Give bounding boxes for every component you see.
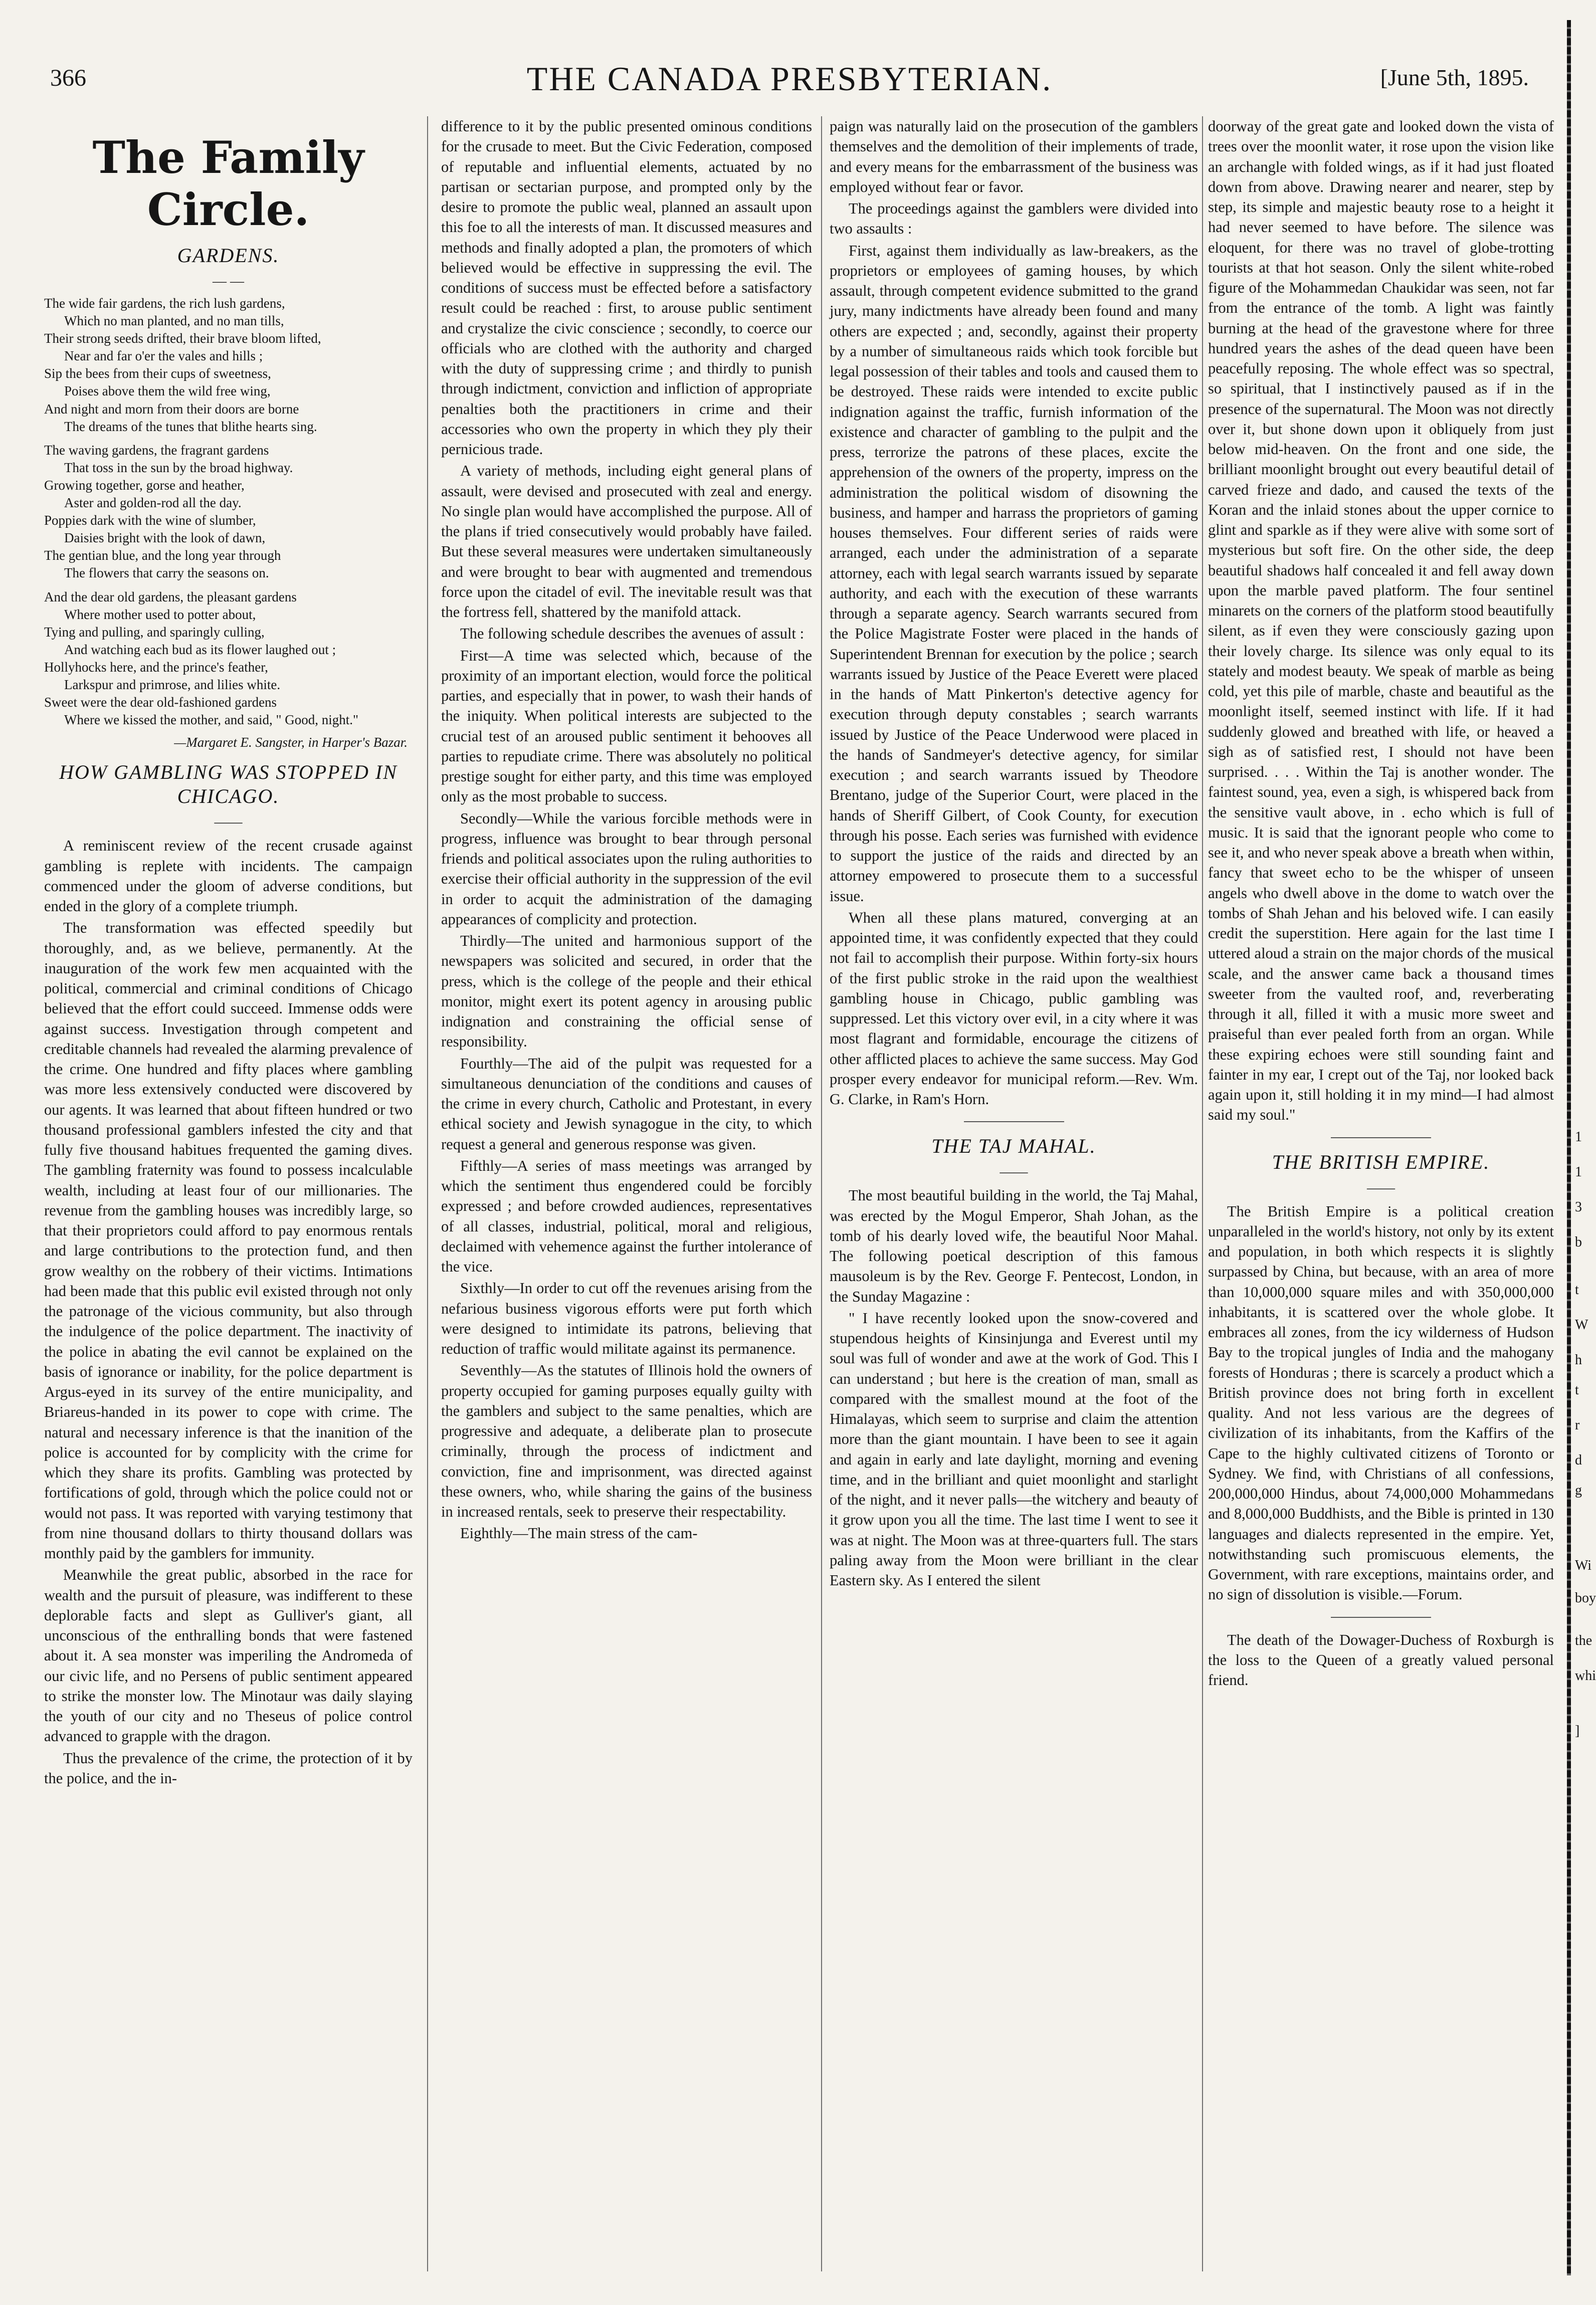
paragraph: The most beautiful building in the world, the Taj Mahal, was erected by the Mogul Emperor, Shah Johan, as the tomb of his dearly loved wife, the beautiful Noor Mahal. The following poetical description of this famous mausoleum is by the Rev. George F. Pentecost, London, in the Sunday Magazine : [830, 1187, 1198, 1305]
edge-fragment: Wi [1575, 1558, 1592, 1573]
paragraph: The transformation was effected speedily but thoroughly, and, as we believe, permanently. At the inauguration of the work few men acquainted with the political, commercial and criminal conditions of Chicago believed that the effort could succeed. Immense odds were against success. Investigation through competent and creditable channels had revealed the alarming prevalence of the crime. One hundred and fifty places where gambling was more less extensively conducted were discovered by our agents. It was learned that about fifteen hundred or two thousand professional gamblers infested the city and that fully five thousand habitues frequented the gaming dives. The gambling fraternity was found to possess incalculable wealth, including at least four of our millionaries. The revenue from the gambling houses was incredibly large, so that their proprietors could afford to pay enormous rentals and large contributions to the protection fund, and then grow wealthy on the robbery of their victims. Intimations had been made that this public evil existed through not only the patronage of the vicious community, but also through the indulgence of the police department. The inactivity of the police in abating the evil cannot be explained on the basis of ignorance or inability, for the police department is Argus-eyed in its survey of the entire municipality, and Briareus-handed in its power to cope with crime. The natural and necessary inference is that the inanition of the police is accounted for by complicity with the crime for which they share its profits. Gambling was protected by fortifications of gold, through which the police could not or would not pass. It was reported with varying testimony that from nine thousand dollars to thirty thousand dollars was monthly paid by the gamblers for immunity. [44, 919, 413, 1562]
divider: — — [213, 274, 244, 289]
column-1 [44, 116, 413, 2286]
article-title: THE TAJ MAHAL. [931, 1135, 1096, 1158]
edge-fragment: boy [1575, 1590, 1596, 1606]
divider: —— [214, 814, 243, 830]
paragraph: Fifthly—A series of mass meetings was arranged by which the sentiment thus engendered could be forcibly expressed ; and before crowded audiences, representatives of all classes, industrial, political, moral and religious, declaimed with vehemence against the further intolerance of the vice. [441, 1157, 812, 1275]
poem-line: Growing together, gorse and heather, [44, 477, 245, 493]
paragraph: Fourthly—The aid of the pulpit was requested for a simultaneous denunciation of the conditions and causes of the crime in every church, Catholic and Protestant, in every ethical society and Jewish synagogue in the city, to which request a general and generous response was given. [441, 1055, 812, 1153]
edge-fragment: r [1575, 1417, 1580, 1433]
poem-line: Hollyhocks here, and the prince's feather, [44, 659, 268, 675]
paragraph: difference to it by the public presented ominous conditions for the crusade to meet. But the Civic Federation, composed of reputable and influential elements, actuated by no partisan or sectarian purpose, and prompted only by the desire to promote the public weal, planned an assault upon this foe to all the interests of man. It discussed measures and methods and finally adopted a plan, the promoters of which believed would be effective in suppressing the evil. The conditions of success must be effected before a satisfactory result could be reached : first, to arouse public sentiment and crystalize the civic conscience ; secondly, to coerce our officials who are clothed with the authority and charged with the duty of suppressing crime ; and thirdly to punish through indictment, conviction and infliction of appropriate penalties both the practitioners in crime and their accessories who own the property in which they ply their pernicious trade. [441, 118, 812, 458]
poem-stanza [44, 588, 413, 729]
edge-fragment: the [1575, 1633, 1592, 1648]
adjacent-page-edge [1564, 0, 1596, 2305]
department-heading: The Family Circle. [92, 131, 364, 236]
edge-fragment: 3 [1575, 1199, 1582, 1215]
column-rule [427, 116, 428, 2271]
paragraph: Thus the prevalence of the crime, the protection of it by the police, and the in- [44, 1749, 413, 1787]
paragraph: A variety of methods, including eight general plans of assault, were devised and prosecuted with zeal and energy. No single plan would have accomplished the purpose. All of the plans if tried consecutively would probably have failed. But these several measures were undertaken simultaneously and were brought to bear with augmented and tremendous force upon the citadel of evil. The inevitable result was that the fortress fell, shattered by the manifold attack. [441, 462, 812, 620]
paragraph: A reminiscent review of the recent crusade against gambling is replete with incidents. The campaign commenced under the gloom of adverse conditions, but ended in the glory of a complete triumph. [44, 837, 413, 915]
poem-line: Where mother used to potter about, [64, 606, 256, 622]
paragraph: The British Empire is a political creation unparalleled in the world's history, not only by its extent and population, in both which respects it is slightly surpassed by China, but because, with an area of more than 10,000,000 square miles and with 350,000,000 inhabitants, it is scattered over the whole globe. It embraces all zones, from the icy wilderness of Hudson Bay to the tropical jungles of India and the mahogany forests of Honduras ; there is scarcely a product which a British province does not bring forth in excellent quality. And not less various are the degrees of civilization of its inhabitants, from the Kaffirs of the Cape to the highly cultivated citizens of Toronto or Sydney. We find, with Christians of all confessions, 200,000,000 Hindus, about 74,000,000 Mohammedans and 8,000,000 Buddhists, and the Bible is printed in 130 languages and dialects represented in the empire. Yet, notwithstanding such promiscuous elements, the Government, with rare exceptions, maintains order, and no sign of dissolution is visible.—Forum. [1208, 1202, 1554, 1603]
closing-note: The death of the Dowager-Duchess of Roxburgh is the loss to the Queen of a greatly valued personal friend. [1208, 1631, 1554, 1689]
poem-line: Sweet were the dear old-fashioned gardens [44, 695, 277, 710]
paragraph: Seventhly—As the statutes of Illinois hold the owners of property occupied for gaming purposes equally guilty with the gamblers and subject to the same penalties, which are progressive and adequate, a deliberate plan to prosecute criminally, through the process of indictment and conviction, fine and imprisonment, was directed against these owners, who, while sharing the gains of the business in increased rentals, seek to preserve their respectability. [441, 1362, 812, 1520]
article-title: THE BRITISH EMPIRE. [1272, 1150, 1490, 1173]
column-2 [441, 116, 812, 2286]
edge-fragment: b [1575, 1234, 1582, 1250]
poem-line: And watching each bud as its flower laughed out ; [64, 642, 336, 657]
edge-fragment: ] [1575, 1723, 1580, 1739]
poem-body [44, 295, 413, 729]
column-3 [830, 116, 1198, 2286]
article-body [830, 1185, 1198, 1590]
divider [1331, 1137, 1431, 1138]
poem-line: Daisies bright with the look of dawn, [64, 530, 266, 546]
poem-stanza [44, 442, 413, 582]
poem-line: Larkspur and primrose, and lilies white. [64, 677, 281, 692]
divider: —— [1367, 1180, 1395, 1196]
poem-line: Poppies dark with the wine of slumber, [44, 513, 256, 528]
poem-line: Sip the bees from their cups of sweetness, [44, 366, 271, 381]
article-body [44, 835, 413, 1788]
paragraph: First—A time was selected which, because of the proximity of an important election, would force the political parties, and especially that in power, to wash their hands of the iniquity. When political interests are subjected to the crucial test of an aroused public sentiment it behooves all parties to repudiate crime. There was absolutely no political prestige sought for either party, and this time was employed only as the most probable to success. [441, 647, 812, 805]
edge-fragment: 1 [1575, 1164, 1582, 1180]
poem-line: The wide fair gardens, the rich lush gardens, [44, 296, 285, 311]
edge-fragment: d [1575, 1452, 1582, 1468]
edge-fragment: t [1575, 1282, 1579, 1298]
divider [1331, 1617, 1431, 1618]
paragraph: Sixthly—In order to cut off the revenues arising from the nefarious business vigorous efforts were put forth which were designed to intimidate its patrons, believing that reduction of traffic would militate against its permanence. [441, 1280, 812, 1357]
poem-line: That toss in the sun by the broad highway. [64, 460, 293, 475]
edge-fragment: h [1575, 1352, 1582, 1368]
poem-line: Near and far o'er the vales and hills ; [64, 348, 263, 364]
page-header [50, 59, 1529, 104]
paragraph: doorway of the great gate and looked down the vista of trees over the moonlit water, it rose upon the vision like an archangle with folded wings, as if it had just floated down from above. Drawing nearer and nearer, step by step, its simple and majestic beauty rose to a height it had never seemed to have before. The silence was eloquent, for there was no travel of globe-trotting tourists at that hot season. Only the silent white-robed figure of the Mohammedan Chaukidar was seen, not far from the entrance of the tomb. A light was faintly burning at the head of the gravestone where for three hundred years the ashes of the dead queen have been peacefully reposing. The whole effect was so spectral, so spiritual, that I instinctively paused as if in the presence of the supernatural. The Moon was not directly over it, but shone down upon it obliquely from just below mid-heaven. On the front and one side, the brilliant moonlight brought out every beautiful detail of carved frieze and dado, and caused the texts of the Koran and the inlaid stones about the upper cornice to glint and sparkle as if they were alive with some sort of mysterious but soft fire. On the other side, the deep beautiful shadows half concealed it and fell away down upon the marble paved platform. The four sentinel minarets on the corners of the platform stood beautifully silent, as if even they were consciously gazing upon their lovely charge. Its silence was only equal to its stately and modest beauty. We speak of marble as being cold, yet this pile of marble, chaste and beautiful as the moonlight itself, seemed instinct with life. If it had suddenly glowed and breathed with life, or heaved a sigh as of satisfied rest, I should not have been surprised. . . . Within the Taj is another wonder. The faintest sound, yea, even a sigh, is whispered back from the sensitive vault above, in . echo which is full of music. It is said that the ignorant people who come to see it, and who never speak above a breath when within, fancy that sweet echo to be the whisper of unseen angels who dwell above in the dome to watch over the tombs of Shah Jehan and his beloved wife. I can easily credit the superstition. Here again for the last time I uttered aloud a strain on the major chords of the musical scale, and the answer came back a thousand times sweeter from the vaulted roof, and, reverberating through it all, filled it with a music more sweet and praiseful than ever pealed forth from an organ. While these expiring echoes were still sounding faint and fainter in my ear, I crept out of the Taj, nor looked back again upon it, still holding it in my mind—I had almost said my soul." [1208, 118, 1554, 1124]
paragraph: Eighthly—The main stress of the cam- [460, 1525, 698, 1542]
paragraph: First, against them individually as law-breakers, as the proprietors or employees of gaming houses, by which assault, through competent evidence submitted to the grand jury, many indictments have already been found and many others are expected ; and, secondly, against their property by a number of simultaneous raids which took forcible but legal possession of their tables and tools and caused them to be destroyed. These raids were intended to excite public indignation against the traffic, furnish information of the existence and character of gambling to the pulpit and the press, terrorize the patrons of these places, excite the apprehension of the owners of the property, impress on the administration the political wisdom of disowning the business, and hamper and harrass the proprietors of gaming houses themselves. Four different series of raids were arranged, each under the administration of a separate attorney, each with legal search warrants issued by separate authority, and each with the execution of these warrants through a separate agency. Search warrants secured from the Police Magistrate Foster were placed in the hands of Superintendent Brennan for execution by the police ; search warrants issued by Justice of the Peace Everett were placed in the hands of Matt Pinkerton's detective agency for execution through deputy constables ; search warrants issued by Justice of the Peace Underwood were placed in the hands of Sandmeyer's detective agency, for similar execution ; and search warrants issued by Theodore Brentano, judge of the Superior Court, were placed in the hands of Sheriff Gilbert, of Cook County, for execution through his posse. Each series was furnished with evidence to support the justice of the raids and directed by an attorney empowered to prosecute them to a successful issue. [830, 242, 1198, 905]
paragraph: paign was naturally laid on the prosecution of the gamblers themselves and the demolition of their implements of trade, and every means for the embarrassment of the business was employed without fear or favor. [830, 118, 1198, 195]
article-body [1208, 116, 1554, 1125]
paragraph: The following schedule describes the avenues of assult : [460, 625, 805, 643]
poem-line: The flowers that carry the seasons on. [64, 565, 269, 581]
paragraph: Secondly—While the various forcible methods were in progress, influence was brought to bear through personal friends and political associates upon the ruling authorities to exercise their official authority in the suppression of the evil in order to acquit the administration of the damaging appearances of complicity and protection. [441, 809, 812, 928]
poem-line: Where we kissed the mother, and said, " Good, night." [64, 712, 359, 728]
issue-date: [June 5th, 1895. [1380, 65, 1529, 90]
column-rule [821, 116, 822, 2271]
paragraph: Meanwhile the great public, absorbed in the race for wealth and the pursuit of pleasure, was indifferent to these deplorable facts and slept as Gulliver's giant, all unconscious of the enthralling bonds that were fastened about it. A sea monster was imperiling the Andromeda of our civic life, and no Persens of public sentiment appeared to strike the monster low. The Minotaur was daily slaying the youth of our city and no Theseus of police control advanced to grapple with the dragon. [44, 1566, 413, 1745]
column-rule [1202, 116, 1203, 2271]
poem-line: The dreams of the tunes that blithe hearts sing. [64, 418, 317, 434]
article-body [1208, 1201, 1554, 1605]
binding-shadow [1567, 20, 1571, 2275]
poem-line: The waving gardens, the fragrant gardens [44, 442, 269, 458]
poem-attribution: —Margaret E. Sangster, in Harper's Bazar. [174, 735, 408, 750]
paragraph: " I have recently looked upon the snow-covered and stupendous heights of Kinsinjunga and Everest until my soul was full of wonder and awe at the work of God. This I can understand ; but here is the creation of man, small as compared with the smallest mound at the foot of the Himalayas, which seem to surprise and claim the attention more than the giant mountain. I have been to see it again and again in early and late daylight, morning and evening time, and in the brilliant and quiet moonlight and starlight of the night, and it never palls—the witchery and beauty of it grow upon you all the time. The last time I went to see it was at night. The Moon was at three-quarters full. The stars paling away from the Moon were brilliant in the clear Eastern sky. As I entered the silent [830, 1309, 1198, 1589]
poem-title: GARDENS. [177, 244, 280, 267]
poem-line: And night and morn from their doors are borne [44, 401, 299, 416]
edge-fragment: whi [1575, 1668, 1596, 1684]
edge-fragment: t [1575, 1382, 1579, 1398]
poem-line: Poises above them the wild free wing, [64, 383, 271, 399]
poem-line: The gentian blue, and the long year through [44, 548, 281, 563]
edge-fragment: g [1575, 1483, 1582, 1498]
page-number: 366 [50, 65, 86, 91]
poem-line: Tying and pulling, and sparingly culling, [44, 624, 265, 640]
poem-line: And the dear old gardens, the pleasant gardens [44, 589, 297, 604]
paragraph: The proceedings against the gamblers were divided into two assaults : [830, 200, 1198, 238]
poem-line: Which no man planted, and no man tills, [64, 313, 284, 329]
divider: —— [1000, 1164, 1028, 1180]
edge-fragment: 1 [1575, 1129, 1582, 1145]
article-title: HOW GAMBLING WAS STOPPED IN CHICAGO. [59, 761, 397, 808]
poem-stanza [44, 295, 413, 436]
column-4 [1208, 116, 1554, 2286]
poem-line: Their strong seeds drifted, their brave bloom lifted, [44, 331, 321, 346]
divider [964, 1121, 1064, 1122]
poem-line: Aster and golden-rod all the day. [64, 495, 242, 511]
edge-fragment: W [1575, 1317, 1588, 1333]
article-body [830, 116, 1198, 1109]
paragraph: Thirdly—The united and harmonious support of the newspapers was solicited and secured, in order that the press, which is the college of the people and their ethical monitor, might exert its potent agency in arousing public indignation and constraining the official sense of responsibility. [441, 932, 812, 1051]
masthead-title: THE CANADA PRESBYTERIAN. [526, 60, 1053, 98]
article-body [441, 116, 812, 1544]
paragraph: When all these plans matured, converging at an appointed time, it was confidently expected that they could not fail to accomplish their purpose. Within forty-six hours of the first public stroke in the raid upon the wealthiest gambling house in Chicago, public gambling was suppressed. Let this victory over evil, in a city where it was most flagrant and formidable, encourage the citizens of other afflicted places to achieve the same success. May God prosper every endeavor for municipal reform.—Rev. Wm. G. Clarke, in Ram's Horn. [830, 909, 1198, 1108]
